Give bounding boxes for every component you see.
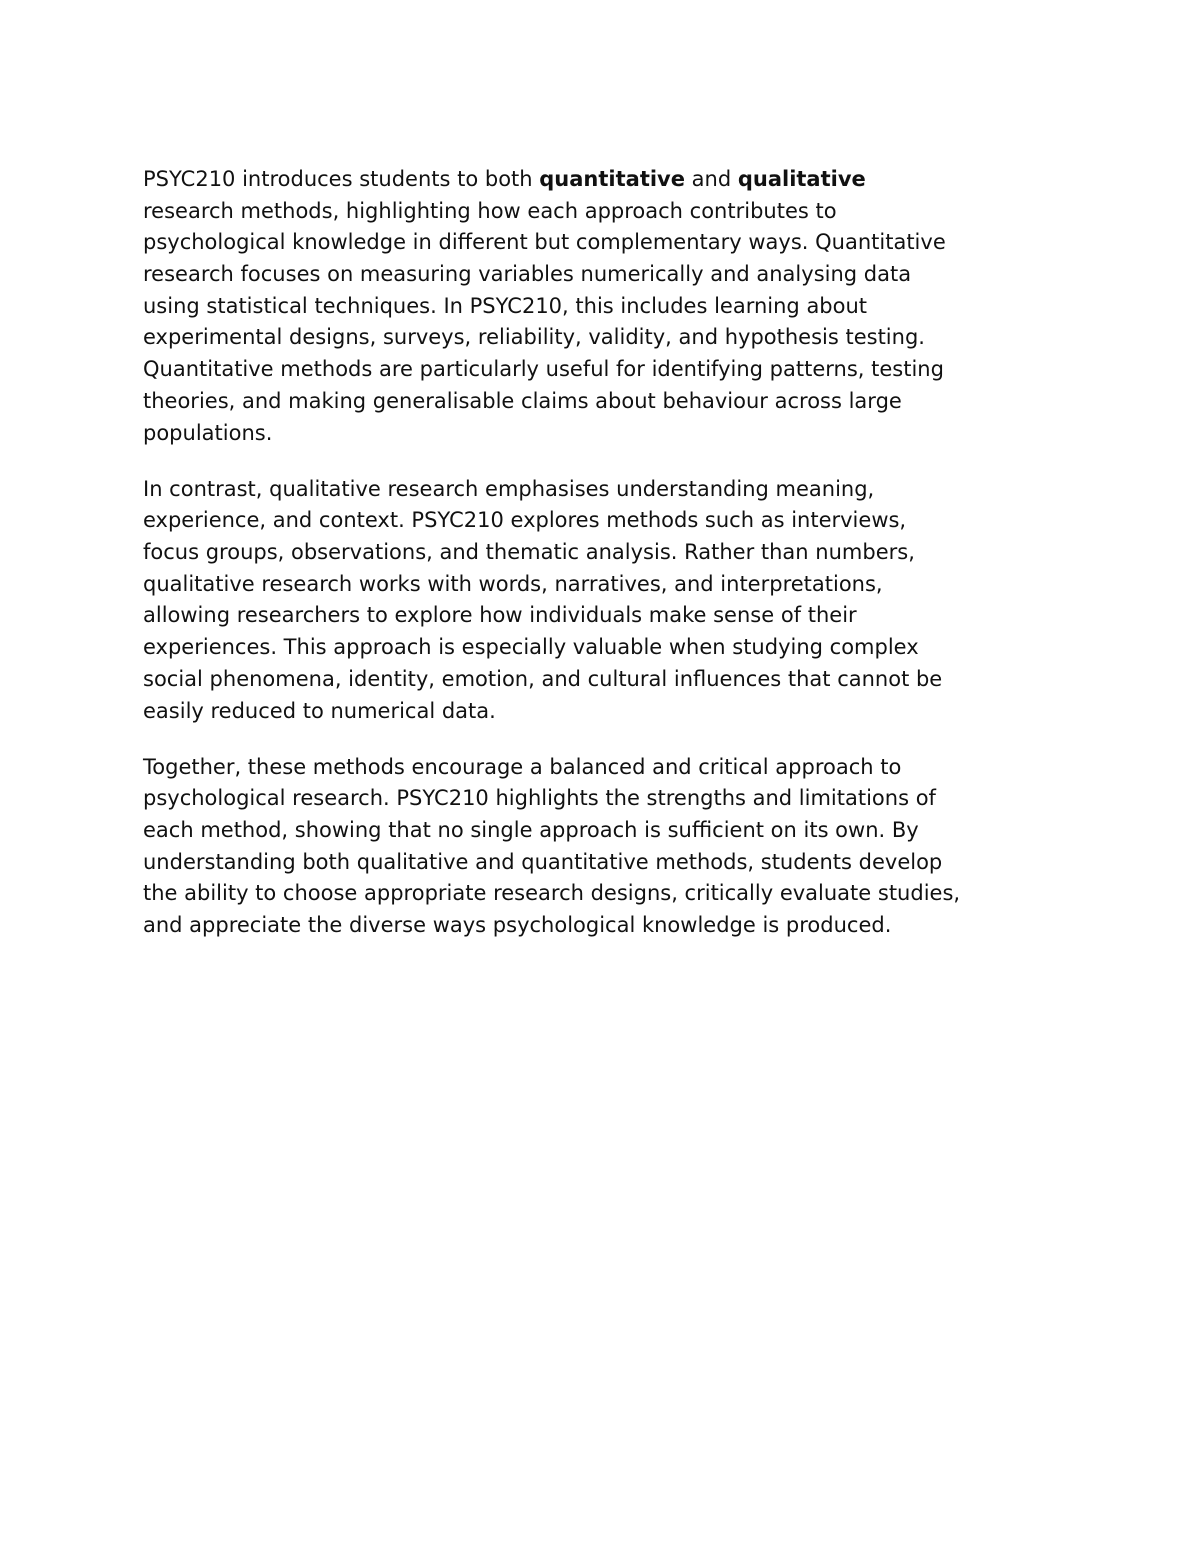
text-line: focus groups, observations, and thematic analysis. Rather than numbers,: [143, 540, 915, 565]
paragraph: [143, 164, 1073, 449]
text-line: research focuses on measuring variables numerically and analysing data: [143, 262, 912, 287]
text-line: psychological research. PSYC210 highlights the strengths and limitations of: [143, 786, 936, 811]
text-line: understanding both qualitative and quantitative methods, students develop: [143, 849, 943, 874]
text-line: populations.: [143, 420, 273, 445]
paragraph: [143, 474, 1073, 728]
text-line: [143, 164, 1073, 196]
text-line: easily reduced to numerical data.: [143, 698, 496, 723]
text-line: experimental designs, surveys, reliability, validity, and hypothesis testing.: [143, 325, 925, 350]
document-page: [143, 164, 1073, 966]
text-line: In contrast, qualitative research emphasises understanding meaning,: [143, 476, 875, 501]
text-run: PSYC210 introduces students to both: [143, 167, 540, 191]
text-line: using statistical techniques. In PSYC210, this includes learning about: [143, 293, 868, 318]
text-line: experiences. This approach is especially valuable when studying complex: [143, 635, 919, 660]
text-line: allowing researchers to explore how individuals make sense of their: [143, 603, 857, 628]
text-line: Together, these methods encourage a balanced and critical approach to: [143, 754, 902, 779]
text-line: Quantitative methods are particularly useful for identifying patterns, testing: [143, 357, 944, 382]
bold-term: quantitative: [539, 167, 685, 191]
text-line: social phenomena, identity, emotion, and cultural influences that cannot be: [143, 666, 943, 691]
text-line: and appreciate the diverse ways psychological knowledge is produced.: [143, 913, 892, 938]
paragraph: [143, 752, 1073, 942]
text-line: theories, and making generalisable claims about behaviour across large: [143, 388, 902, 413]
text-line: the ability to choose appropriate research designs, critically evaluate studies,: [143, 881, 961, 906]
text-line: research methods, highlighting how each approach contributes to: [143, 198, 837, 223]
text-line: psychological knowledge in different but complementary ways. Quantitative: [143, 230, 946, 255]
text-line: qualitative research works with words, narratives, and interpretations,: [143, 571, 883, 596]
text-line: each method, showing that no single approach is sufficient on its own. By: [143, 818, 919, 843]
text-run: and: [684, 167, 738, 191]
text-line: experience, and context. PSYC210 explores methods such as interviews,: [143, 508, 907, 533]
bold-term: qualitative: [737, 167, 866, 191]
